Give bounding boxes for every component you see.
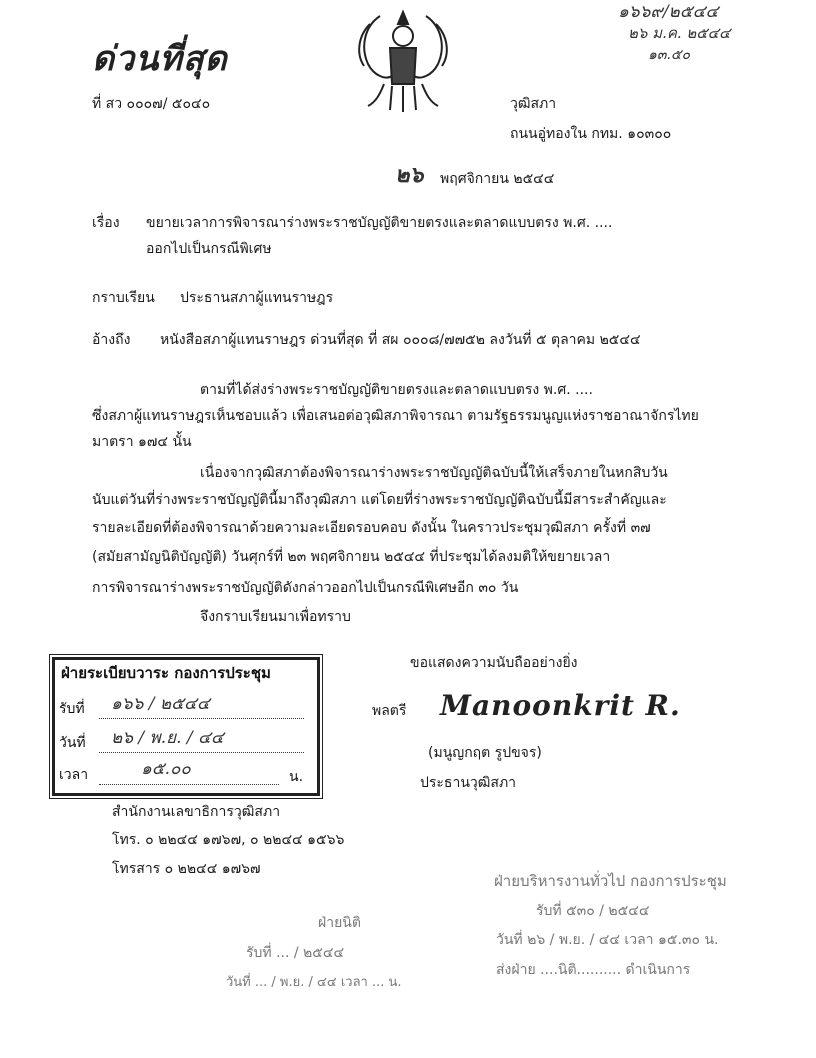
receipt-number-label: รับที่ (59, 701, 85, 717)
body-paragraph-2-line-4: (สมัยสามัญนิติบัญญัติ) วันศุกร์ที่ ๒๓ พฤศจิกายน ๒๕๔๔ ที่ประชุมได้ลงมติให้ขยายเวลา (92, 549, 611, 565)
signatory-name: (มนูญกฤต รูปขจร) (428, 745, 542, 761)
reference-value: หนังสือสภาผู้แทนราษฎร ด่วนที่สุด ที่ สผ ๐๐๐๘/๗๗๕๒ ลงวันที่ ๕ ตุลาคม ๒๕๔๔ (160, 332, 641, 348)
body-paragraph-3: จึงกราบเรียนมาเพื่อทราบ (200, 609, 351, 625)
receipt-stamp (52, 657, 320, 796)
receipt-date-label: วันที่ (59, 735, 86, 751)
receipt-time-value: ๑๕.๐๐ (141, 759, 191, 779)
salutation-value: ประธานสภาผู้แทนราษฎร (180, 290, 334, 306)
body-paragraph-1-line-3: มาตรา ๑๗๔ นั้น (92, 434, 192, 450)
body-paragraph-1-line-1: ตามที่ได้ส่งร่างพระราชบัญญัติขายตรงและตลาดแบบตรง พ.ศ. .... (200, 382, 593, 398)
legal-stamp-title: ฝ่ายนิติ (318, 915, 361, 931)
legal-stamp-received: รับที่ ... / ๒๕๔๔ (246, 945, 345, 961)
date-day: ๒๖ (395, 162, 424, 188)
sender-org: วุฒิสภา (510, 96, 557, 112)
receipt-stamp-title: ฝ่ายระเบียบวาระ กองการประชุม (61, 664, 271, 682)
salutation-label: กราบเรียน (92, 290, 155, 306)
date-month-year: พฤศจิกายน ๒๕๔๔ (440, 171, 555, 187)
document-number: ที่ สว ๐๐๐๗/ ๕๐๔๐ (92, 96, 211, 112)
receipt-date-line (99, 752, 304, 753)
sender-address: ถนนอู่ทองใน กทม. ๑๐๓๐๐ (510, 126, 672, 142)
body-paragraph-2-line-3: รายละเอียดที่ต้องพิจารณาด้วยความละเอียดรอบคอบ ดังนั้น ในคราวประชุมวุฒิสภา ครั้งที่ ๓๗ (92, 520, 651, 536)
footer-fax: โทรสาร ๐ ๒๒๔๔ ๑๗๖๗ (112, 861, 261, 877)
legal-stamp-date: วันที่ ... / พ.ย. / ๔๔ เวลา ... น. (226, 975, 402, 990)
general-stamp-date: วันที่ ๒๖ / พ.ย. / ๔๔ เวลา ๑๕.๓๐ น. (496, 932, 719, 948)
general-stamp-assign: ส่งฝ่าย ....นิติ.......... ดำเนินการ (496, 962, 691, 978)
signatory-rank: พลตรี (372, 703, 407, 719)
receipt-date-value: ๒๖ / พ.ย. / ๔๔ (111, 728, 224, 748)
reference-label: อ้างถึง (92, 332, 131, 348)
subject-line-2: ออกไปเป็นกรณีพิเศษ (146, 241, 272, 257)
garuda-emblem-icon (340, 6, 466, 114)
corner-note-number: ๑๖๖๙/๒๕๔๔ (618, 2, 719, 22)
general-stamp-received: รับที่ ๕๓๐ / ๒๕๔๔ (536, 903, 650, 919)
corner-note-date: ๒๖ ม.ค. ๒๕๔๔ (628, 24, 731, 42)
subject-line-1: ขยายเวลาการพิจารณาร่างพระราชบัญญัติขายตรงและตลาดแบบตรง พ.ศ. .... (146, 215, 613, 231)
receipt-time-suffix: น. (289, 769, 304, 785)
footer-phone: โทร. ๐ ๒๒๔๔ ๑๗๖๗, ๐ ๒๒๔๔ ๑๕๖๖ (112, 832, 345, 848)
corner-note-time: ๑๓.๕๐ (648, 47, 691, 63)
subject-label: เรื่อง (92, 215, 120, 231)
body-paragraph-2-line-2: นับแต่วันที่ร่างพระราชบัญญัตินี้มาถึงวุฒิสภา แต่โดยที่ร่างพระราชบัญญัติฉบับนี้มีสาระสำคัญและ (92, 492, 667, 508)
body-paragraph-2-line-5: การพิจารณาร่างพระราชบัญญัติดังกล่าวออกไปเป็นกรณีพิเศษอีก ๓๐ วัน (92, 580, 519, 596)
urgent-stamp: ด่วนที่สุด (92, 39, 228, 79)
signature: Manoonkrit R. (440, 689, 681, 722)
body-paragraph-1-line-2: ซึ่งสภาผู้แทนราษฎรเห็นชอบแล้ว เพื่อเสนอต่อวุฒิสภาพิจารณา ตามรัฐธรรมนูญแห่งราชอาณาจักรไทย (92, 408, 699, 424)
receipt-number-line (99, 718, 304, 719)
signatory-position: ประธานวุฒิสภา (420, 775, 517, 791)
receipt-time-label: เวลา (59, 767, 89, 783)
footer-office: สำนักงานเลขาธิการวุฒิสภา (112, 804, 281, 820)
receipt-number-value: ๑๖๖ / ๒๕๔๔ (111, 694, 210, 714)
closing-regards: ขอแสดงความนับถืออย่างยิ่ง (410, 655, 578, 671)
general-stamp-title: ฝ่ายบริหารงานทั่วไป กองการประชุม (494, 872, 727, 890)
body-paragraph-2-line-1: เนื่องจากวุฒิสภาต้องพิจารณาร่างพระราชบัญญัติฉบับนี้ให้เสร็จภายในหกสิบวัน (200, 465, 668, 481)
receipt-time-line (99, 784, 279, 785)
